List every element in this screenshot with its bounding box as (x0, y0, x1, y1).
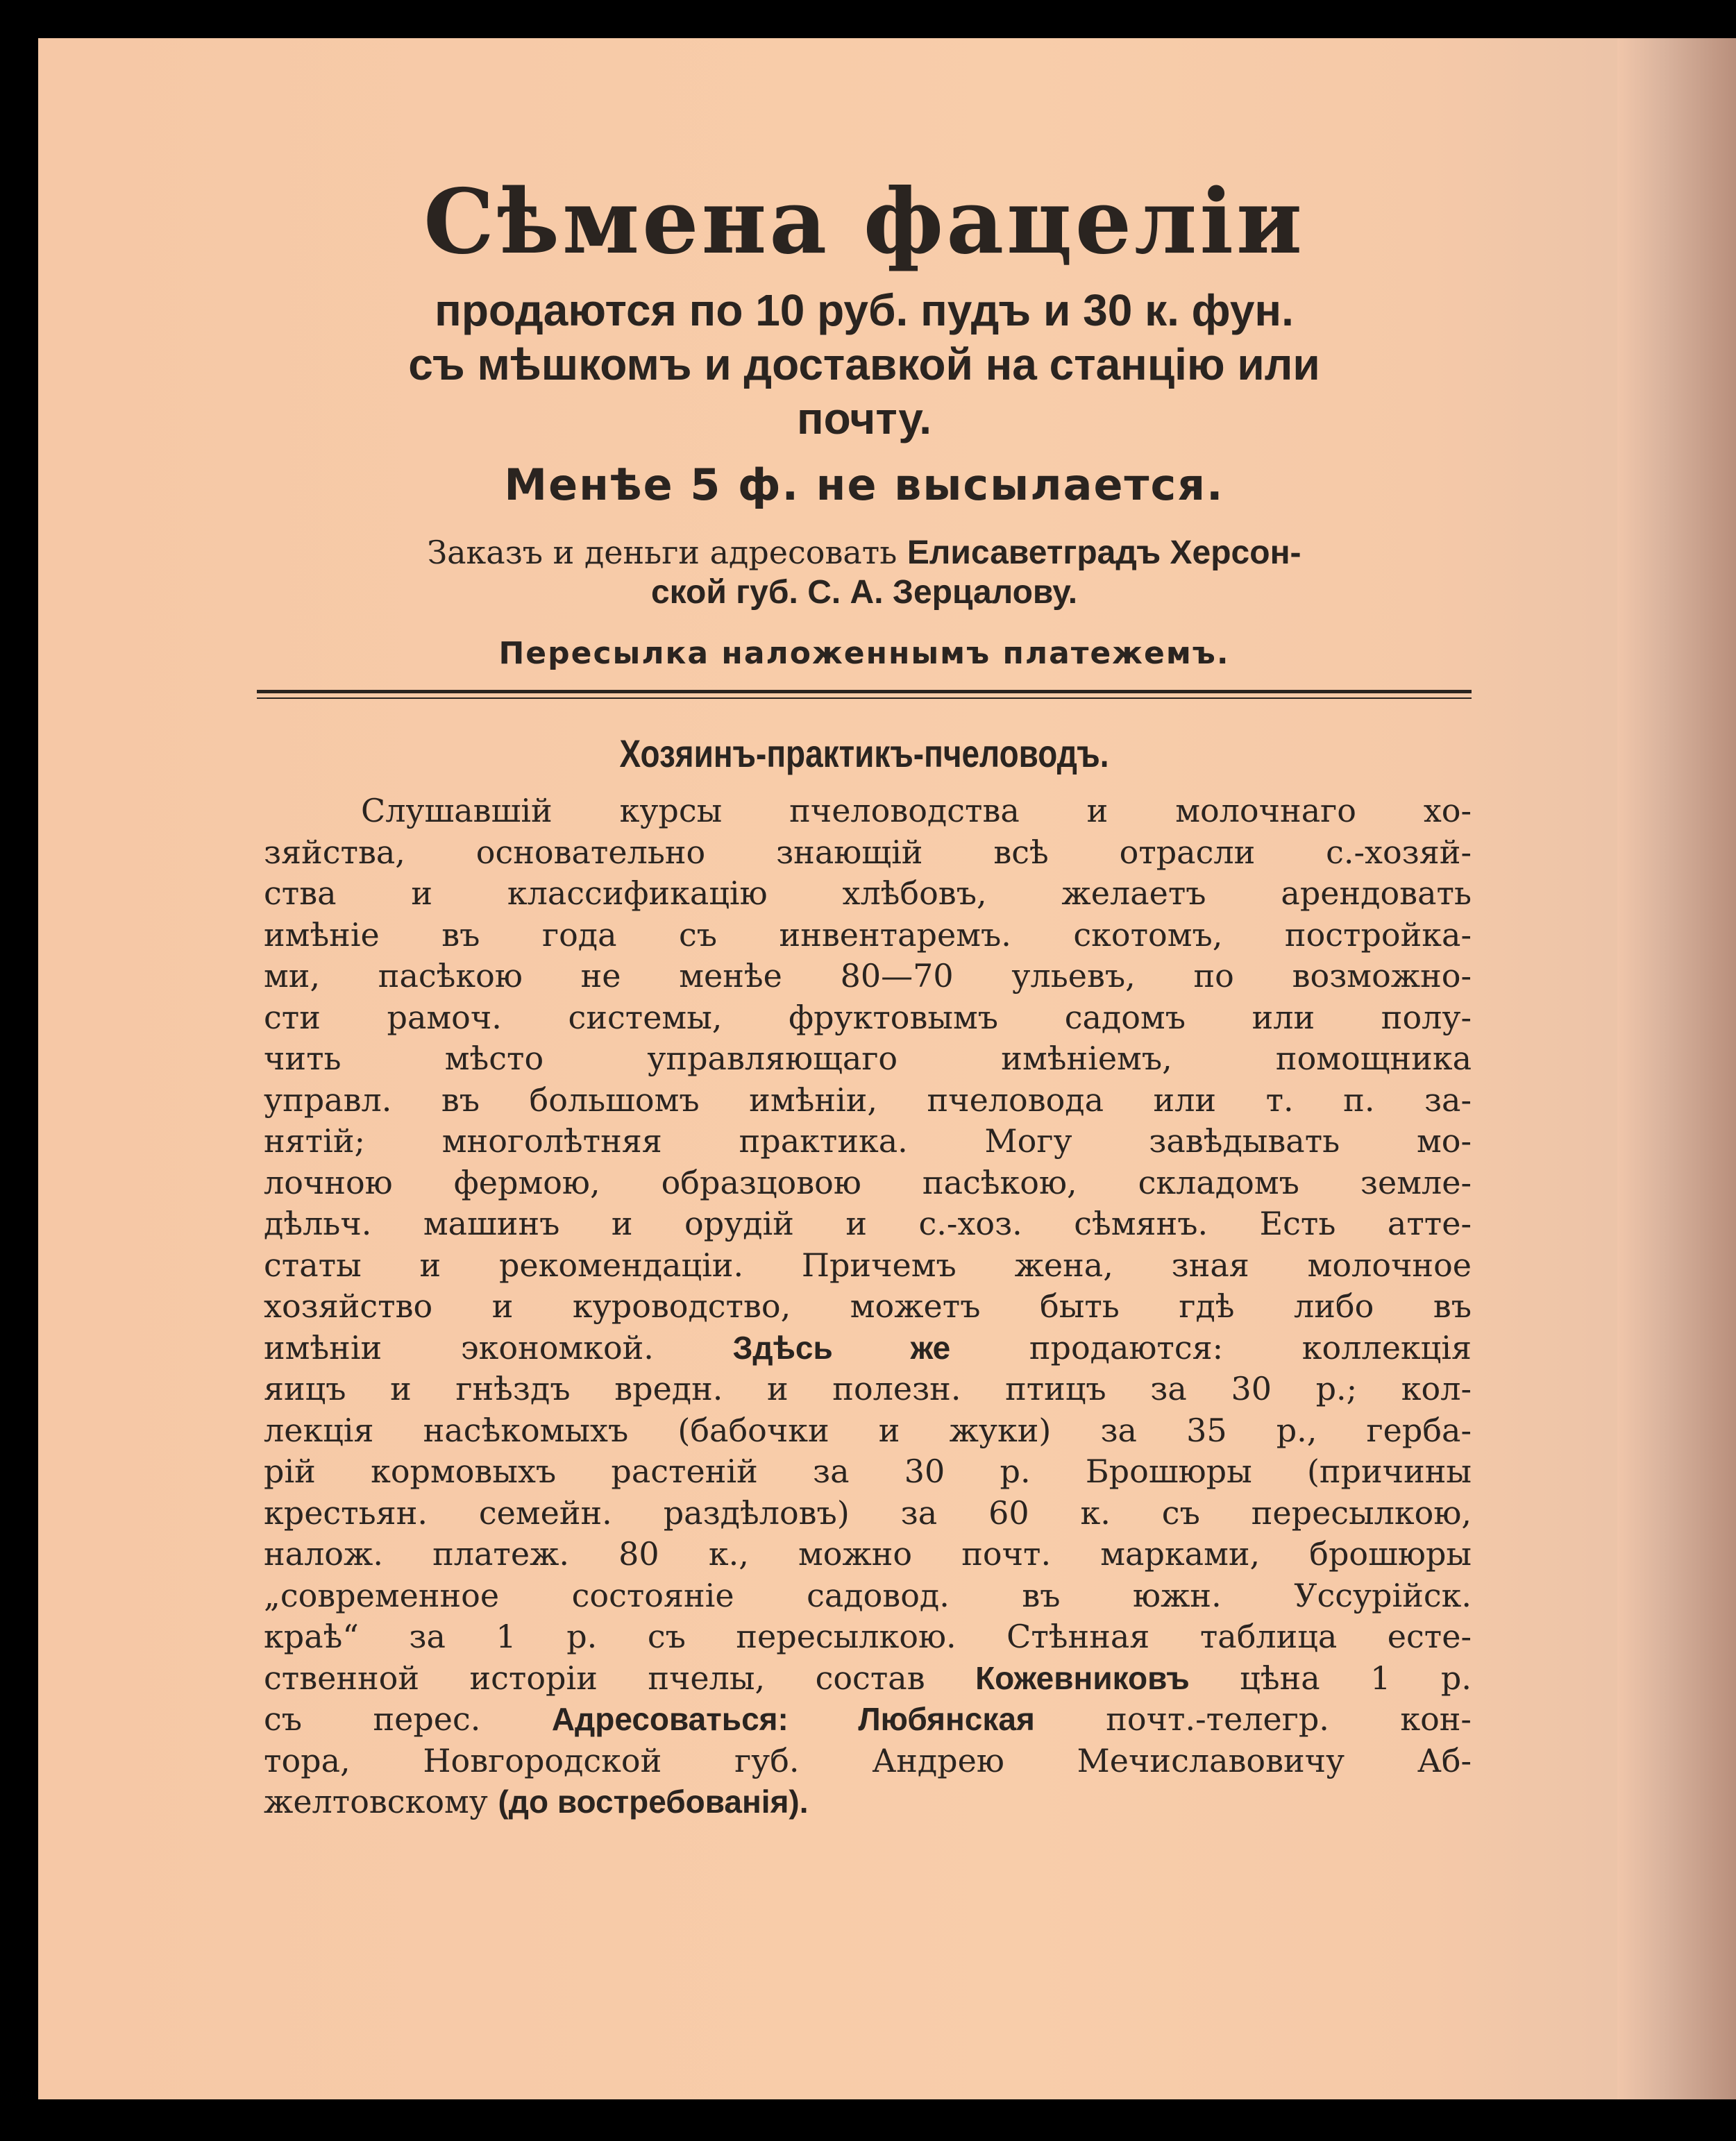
body-line: ми, пасѣкою не менѣе 80—70 ульевъ, по возможно- (264, 957, 1472, 995)
section-divider-thin (257, 697, 1472, 699)
subtitle-line: съ мѣшкомъ и доставкой на станцію или (408, 339, 1320, 389)
body-line: управл. въ большомъ имѣніи, пчеловода или т. п. за- (264, 1081, 1472, 1119)
body-line: ства и классификацію хлѣбовъ, желаетъ арендовать (264, 874, 1472, 912)
body-text: желтовскому (264, 1783, 498, 1820)
body-line: тора, Новгородской губ. Андрею Мечиславовичу Аб- (264, 1741, 1472, 1779)
minimum-order-notice: Менѣе 5 ф. не высылается. (504, 459, 1224, 510)
body-line-mixed (264, 1328, 1472, 1369)
address-text: Заказъ и деньги адресовать (427, 534, 907, 571)
body-line: рій кормовыхъ растеній за 30 р. Брошюры (причины (264, 1453, 1472, 1490)
bold-address-to: Адресоваться: Любянская (551, 1701, 1035, 1737)
ad2-body (257, 790, 1472, 1823)
body-line: „современное состояніе садовод. въ южн. Уссурійск. (264, 1576, 1472, 1614)
body-line: лочною фермою, образцовою пасѣкою, складомъ земле- (264, 1163, 1472, 1201)
body-text: съ перес. (264, 1700, 552, 1738)
section-divider (257, 690, 1472, 693)
address-recipient: ской губ. С. А. Зерцалову. (650, 574, 1078, 611)
bold-here-also: Здѣсь же (732, 1329, 951, 1366)
address-city: Елисаветградъ Херсон- (907, 534, 1301, 571)
bold-author: Кожевниковъ (975, 1659, 1190, 1696)
cash-on-delivery-notice: Пересылка наложеннымъ платежемъ. (498, 636, 1230, 671)
body-text: имѣніи экономкой. (264, 1328, 733, 1366)
body-line: статы и рекомендаціи. Причемъ жена, зная молочное (264, 1246, 1472, 1284)
body-line: сти рамоч. системы, фруктовымъ садомъ или полу- (264, 998, 1472, 1036)
advertisement-column (257, 170, 1472, 1823)
subtitle-line: продаются по 10 руб. пудъ и 30 к. фун. (435, 285, 1294, 335)
ad-title: Сѣмена фацеліи (423, 170, 1305, 274)
body-line-mixed (264, 1782, 1472, 1823)
body-line: зяйства, основательно знающій всѣ отрасли с.-хозяй- (264, 833, 1472, 871)
body-line: дѣльч. машинъ и орудій и с.-хоз. сѣмянъ. Есть атте- (264, 1205, 1472, 1242)
body-text: продаются: коллекція (950, 1328, 1472, 1366)
body-line-mixed (264, 1699, 1472, 1741)
body-line: Слушавшій курсы пчеловодства и молочнаго хо- (361, 792, 1472, 829)
subtitle-line: почту. (797, 393, 932, 443)
body-text: почт.-телегр. кон- (1034, 1700, 1472, 1738)
body-line: яицъ и гнѣздъ вредн. и полезн. птицъ за 30 р.; кол- (264, 1370, 1472, 1407)
body-text: цѣна 1 р. (1189, 1659, 1472, 1697)
body-line: лекція насѣкомыхъ (бабочки и жуки) за 35 р., герба- (264, 1411, 1472, 1449)
body-line: крестьян. семейн. раздѣловъ) за 60 к. съ пересылкою, (264, 1493, 1472, 1532)
body-line: чить мѣсто управляющаго имѣніемъ, помощника (264, 1040, 1472, 1077)
body-line: нятій; многолѣтняя практика. Могу завѣдывать мо- (264, 1122, 1472, 1160)
book-binding-edge (1617, 38, 1736, 2099)
body-line: налож. платеж. 80 к., можно почт. марками, брошюры (264, 1535, 1472, 1573)
ad-subtitle (257, 283, 1472, 446)
bold-poste-restante: (до востребованія). (498, 1784, 809, 1820)
body-text: ственной исторіи пчелы, состав (264, 1659, 976, 1697)
order-address (257, 533, 1472, 612)
body-line: имѣніе въ года съ инвентаремъ. скотомъ, постройка- (264, 915, 1472, 954)
body-line: краѣ“ за 1 р. съ пересылкою. Стѣнная таблица есте- (264, 1618, 1472, 1655)
body-line-mixed (264, 1658, 1472, 1700)
ad2-heading: Хозяинъ-практикъ-пчеловодъ. (619, 731, 1109, 775)
body-line: хозяйство и куроводство, можетъ быть гдѣ либо въ (264, 1287, 1472, 1325)
